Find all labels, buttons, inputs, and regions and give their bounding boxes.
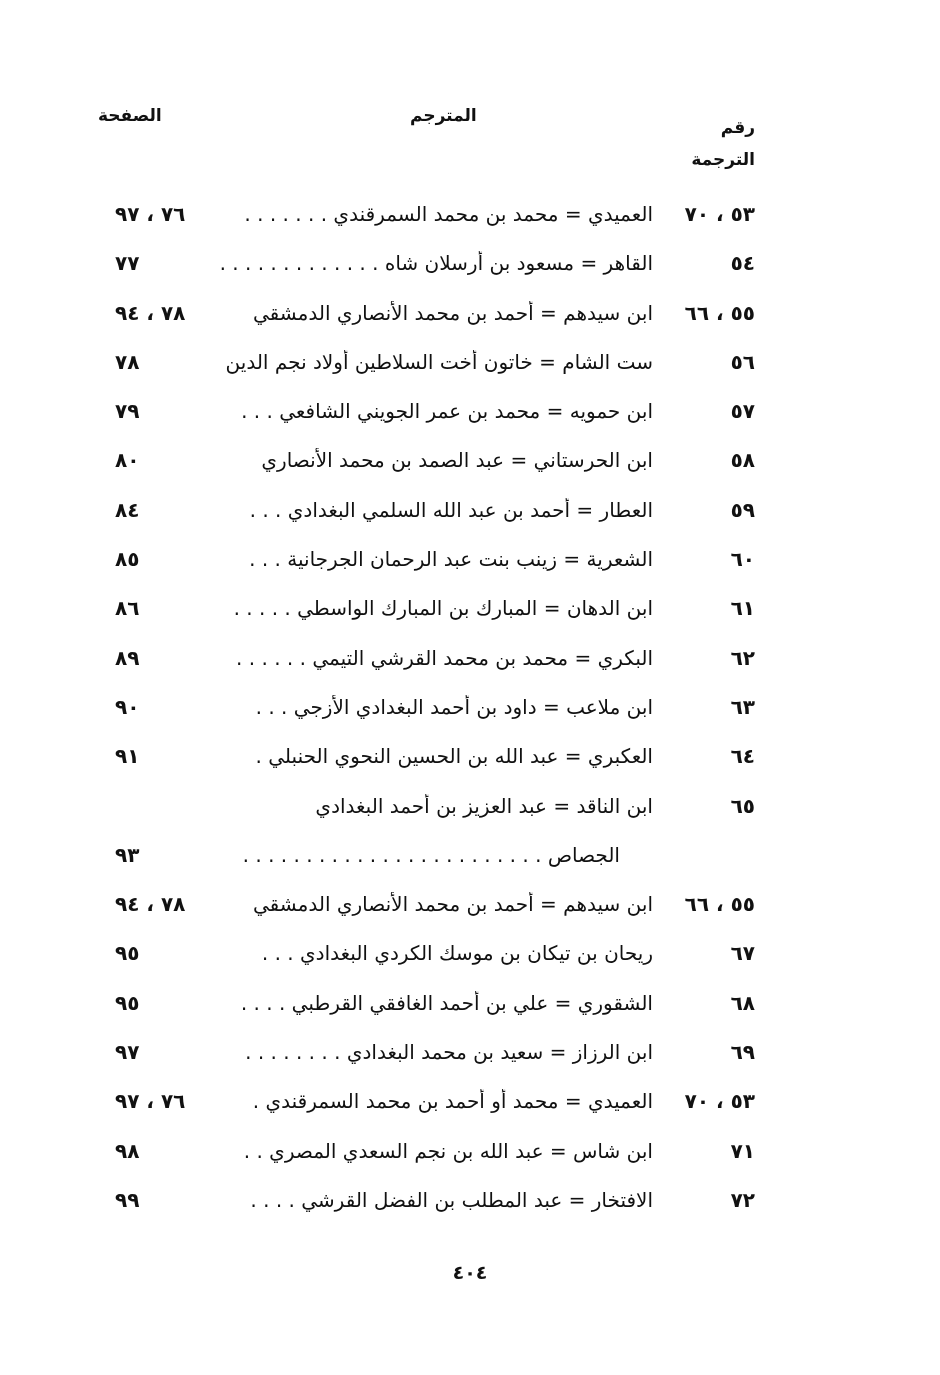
entry-page: ٩٥ [115, 941, 140, 966]
entry-page: ٧٦ ، ٩٧ [115, 1089, 186, 1114]
entry-page: ٩١ [115, 744, 140, 769]
index-row [0, 537, 940, 586]
entry-name: ابن الحرستاني = عبد الصمد بن محمد الأنصاري [261, 448, 653, 473]
entry-number: ٥٣ ، ٧٠ [684, 202, 755, 226]
entry-number: ٦٠ [730, 547, 755, 572]
entry-name: ريحان بن تيكان بن موسك الكردي البغدادي . . . [261, 941, 653, 966]
index-row [0, 931, 940, 980]
entry-name: ست الشام = خاتون أخت السلاطين أولاد نجم الدين [225, 349, 653, 374]
entry-number: ٧٢ [730, 1187, 755, 1212]
index-row [0, 882, 940, 931]
entry-number: ٦١ [730, 596, 755, 621]
entry-number: ٦٣ [730, 694, 755, 719]
index-row [0, 1030, 940, 1079]
entry-page: ٩٧ [115, 1040, 140, 1065]
entry-name: ابن الناقد = عبد العزيز بن أحمد البغدادي [315, 793, 653, 818]
index-row [0, 1178, 940, 1227]
entry-name: ابن الرزاز = سعيد بن محمد البغدادي . . . . . . . . [245, 1040, 653, 1065]
entry-page: ٨٤ [115, 497, 140, 522]
entry-page: ٩٨ [115, 1138, 140, 1163]
index-row [0, 1079, 940, 1128]
entry-name: العطار = أحمد بن عبد الله السلمي البغدادي . . . [249, 497, 653, 522]
entry-name: العميدي = محمد بن محمد السمرقندي . . . . . . . [244, 202, 653, 226]
entry-page: ٨٩ [115, 645, 140, 670]
entry-number: ٦٨ [730, 990, 755, 1015]
entry-number: ٥٣ ، ٧٠ [684, 1089, 755, 1114]
entry-name: الشعرية = زينب بنت عبد الرحمان الجرجانية . . . [249, 547, 653, 572]
index-row [0, 389, 940, 438]
entry-number: ٦٢ [730, 645, 755, 670]
entry-name: ابن الدهان = المبارك بن المبارك الواسطي . . . . . [233, 596, 653, 621]
index-row [0, 981, 940, 1030]
entry-name: ابن سيدهم = أحمد بن محمد الأنصاري الدمشقي [253, 892, 653, 917]
index-row [0, 1129, 940, 1178]
entry-page: ٨٠ [115, 448, 140, 473]
entry-name: ابن حمويه = محمد بن عمر الجويني الشافعي . . . [241, 399, 653, 424]
entry-page: ٧٨ [115, 349, 140, 374]
entry-number: ٧١ [730, 1138, 755, 1163]
index-row [0, 784, 940, 833]
entry-number: ٥٥ ، ٦٦ [684, 300, 755, 325]
entry-name: العميدي = محمد أو أحمد بن محمد السمرقندي . [252, 1089, 653, 1114]
entry-page: ٧٧ [115, 251, 140, 276]
entry-name: القاهر = مسعود بن أرسلان شاه . . . . . . . . . . . . . [219, 251, 653, 276]
index-row [0, 241, 940, 290]
entry-number: ٥٩ [730, 497, 755, 522]
page-number: ٤٠٤ [452, 1262, 488, 1284]
index-row [0, 586, 940, 635]
entry-name: ابن شاس = عبد الله بن نجم السعدي المصري . . [243, 1138, 653, 1163]
entry-page: ٧٩ [115, 399, 140, 424]
entry-page: ٧٨ ، ٩٤ [115, 892, 186, 917]
index-rows [0, 192, 940, 1227]
entry-name: البكري = محمد بن محمد القرشي التيمي . . . . . . [236, 645, 653, 670]
entry-page: ٧٦ ، ٩٧ [115, 202, 186, 226]
entry-name: العكبري = عبد الله بن الحسين النحوي الحنبلي . [255, 744, 653, 769]
entry-name: ابن ملاعب = داود بن أحمد البغدادي الأزجي . . . [255, 694, 653, 719]
entry-page: ٩٥ [115, 990, 140, 1015]
entry-page: ٧٨ ، ٩٤ [115, 300, 186, 325]
entry-name: الجصاص . . . . . . . . . . . . . . . . . . . . . . . . [242, 842, 620, 867]
entry-number: ٦٥ [730, 793, 755, 818]
entry-name: الشقوري = علي بن أحمد الغافقي القرطبي . . . . [240, 990, 653, 1015]
header-page: الصفحة [98, 106, 162, 126]
index-row-continuation [0, 833, 940, 882]
entry-number: ٥٥ ، ٦٦ [684, 892, 755, 917]
entry-page: ٩٠ [115, 694, 140, 719]
index-row [0, 488, 940, 537]
index-row [0, 734, 940, 783]
entry-number: ٥٦ [730, 349, 755, 374]
entry-number: ٦٧ [730, 941, 755, 966]
entry-page: ٩٣ [115, 842, 140, 867]
entry-page: ٨٥ [115, 547, 140, 572]
header-entry-number: رقم الترجمة [691, 118, 755, 170]
index-row [0, 291, 940, 340]
entry-page: ٨٦ [115, 596, 140, 621]
header-translated-person: المترجم [410, 106, 477, 126]
entry-number: ٦٩ [730, 1040, 755, 1065]
entry-number: ٦٤ [730, 744, 755, 769]
entry-page: ٩٩ [115, 1187, 140, 1212]
entry-name: الافتخار = عبد المطلب بن الفضل القرشي . . . . [250, 1187, 653, 1212]
index-row [0, 438, 940, 487]
index-row [0, 340, 940, 389]
index-row [0, 636, 940, 685]
entry-number: ٥٨ [730, 448, 755, 473]
index-row [0, 192, 940, 241]
entry-number: ٥٧ [730, 399, 755, 424]
entry-name: ابن سيدهم = أحمد بن محمد الأنصاري الدمشقي [253, 300, 653, 325]
index-row [0, 685, 940, 734]
entry-number: ٥٤ [730, 251, 755, 276]
